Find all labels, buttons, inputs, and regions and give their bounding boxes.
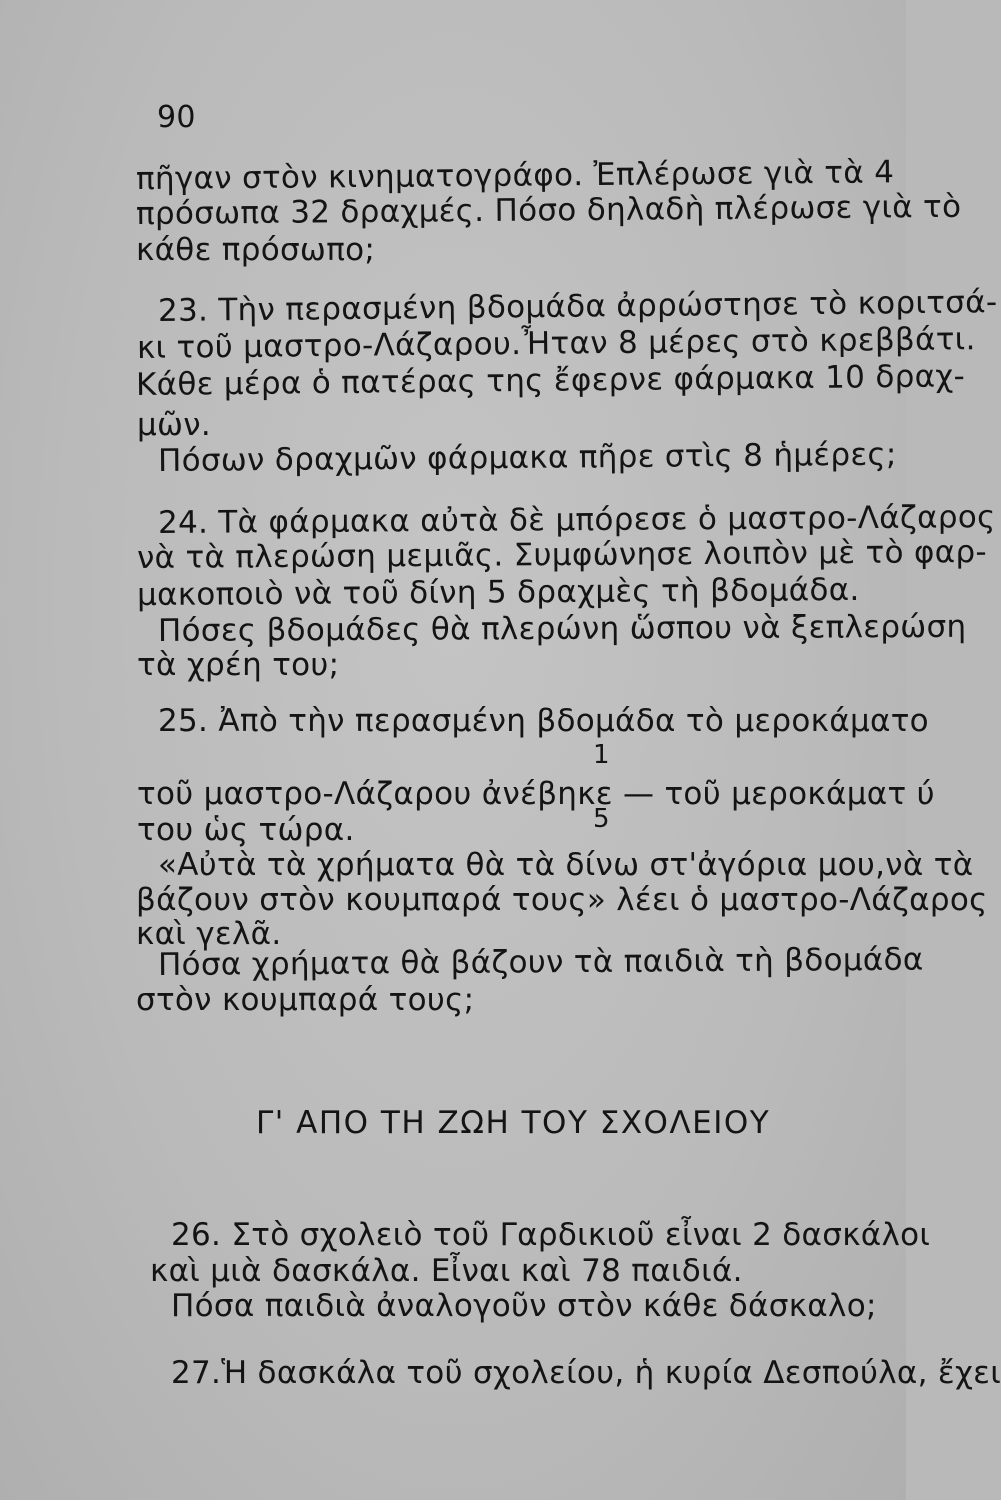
problem-25-line: του ὡς τώρα.: [137, 812, 355, 848]
fraction-denominator: 5: [593, 804, 610, 834]
fraction-numerator: 1: [593, 740, 610, 770]
problem-23-question: Πόσων δραχμῶν φάρμακα πῆρε στὶς 8 ἡμέρες;: [157, 436, 897, 479]
problem-25-quote: καὶ γελᾶ.: [136, 916, 282, 952]
problem-24-line: μακοποιὸ νὰ τοῦ δίνη 5 δραχμὲς τὴ βδομάδα.: [136, 571, 860, 613]
problem-25-quote: «Αὐτὰ τὰ χρήματα θὰ τὰ δίνω στ'ἀγόρια μου,νὰ τὰ: [158, 847, 974, 883]
problem-24-line: νὰ τὰ πλερώση μεμιᾶς. Συμφώνησε λοιπὸν μὲ τὸ φαρ-: [136, 534, 987, 576]
problem-26-line: καὶ μιὰ δασκάλα. Εἶναι καὶ 78 παιδιά.: [150, 1253, 743, 1289]
problem-23-line: μῶν.: [137, 407, 212, 443]
problem-23-line: 23. Τὴν περασμένη βδομάδα ἀρρώστησε τὸ κοριτσά-: [157, 284, 998, 329]
page-number: 90: [157, 100, 196, 135]
problem-25-line: τοῦ μαστρο-Λάζαρου ἀνέβηκε — τοῦ μεροκάματ ύ: [137, 776, 935, 812]
problem-25-question: Πόσα χρήματα θὰ βάζουν τὰ παιδιὰ τὴ βδομάδα: [157, 941, 924, 983]
problem-23-line: κι τοῦ μαστρο-Λάζαρου.Ἦταν 8 μέρες στὸ κρεββάτι.: [136, 321, 976, 366]
problem-26-line: 26. Στὸ σχολειὸ τοῦ Γαρδικιοῦ εἶναι 2 δασκάλοι: [171, 1217, 931, 1253]
text-line: πρόσωπα 32 δραχμές. Πόσο δηλαδὴ πλέρωσε γιὰ τὸ: [135, 188, 962, 232]
problem-23-line: Κάθε μέρα ὁ πατέρας της ἔφερνε φάρμακα 10 δραχ-: [135, 358, 966, 403]
problem-27-line: 27.Ἡ δασκάλα τοῦ σχολείου, ἡ κυρία Δεσπούλα, ἔχει: [171, 1355, 1001, 1391]
problem-24-line: 24. Τὰ φάρμακα αὐτὰ δὲ μπόρεσε ὁ μαστρο-Λάζαρος: [157, 499, 996, 541]
problem-24-question: τὰ χρέη του;: [137, 647, 340, 683]
problem-25-question: στὸν κουμπαρά τους;: [136, 982, 475, 1018]
section-heading: Γ' ΑΠΟ ΤΗ ΖΩΗ ΤΟΥ ΣΧΟΛΕΙΟΥ: [256, 1105, 771, 1141]
text-line: κάθε πρόσωπο;: [136, 232, 376, 268]
problem-25-line: 25. Ἀπὸ τὴν περασμένη βδομάδα τὸ μεροκάματο: [158, 703, 929, 739]
problem-26-question: Πόσα παιδιὰ ἀναλογοῦν στὸν κάθε δάσκαλο;: [171, 1288, 877, 1324]
text-line: πῆγαν στὸν κινηματογράφο. Ἐπλέρωσε γιὰ τὰ 4: [135, 154, 895, 197]
problem-25-quote: βάζουν στὸν κουμπαρά τους» λέει ὁ μαστρο-Λάζαρος: [136, 882, 988, 918]
problem-24-question: Πόσες βδομάδες θὰ πλερώνη ὥσπου νὰ ξεπλερώση: [157, 608, 967, 649]
